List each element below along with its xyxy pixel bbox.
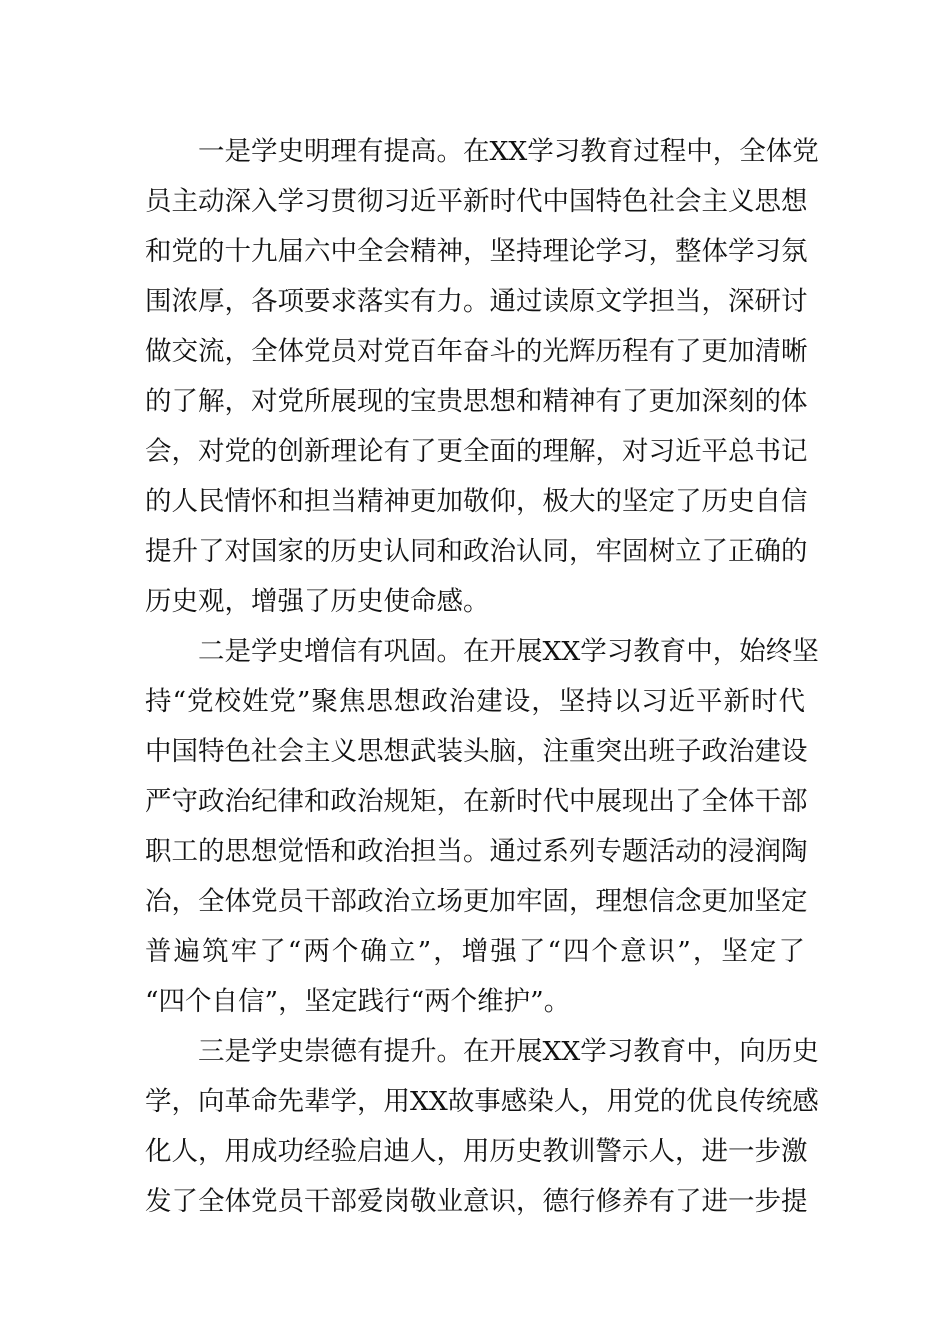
- paragraph-line: 的人民情怀和担当精神更加敬仰，极大的坚定了历史自信: [145, 486, 808, 517]
- paragraph-line: 普遍筑牢了“两个确立”，增强了“四个意识”，坚定了: [145, 936, 805, 967]
- paragraph-line: 一是学史明理有提高。在XX学习教育过程中，全体党: [198, 136, 819, 167]
- document-body: [145, 127, 819, 1227]
- paragraph-line: 发了全体党员干部爱岗敬业意识，德行修养有了进一步提: [145, 1186, 808, 1217]
- paragraph-line: 严守政治纪律和政治规矩，在新时代中展现出了全体干部: [145, 786, 808, 817]
- paragraph-1: [145, 127, 819, 627]
- paragraph-line: 学，向革命先辈学，用XX故事感染人，用党的优良传统感: [145, 1086, 819, 1117]
- paragraph-line: 中国特色社会主义思想武装头脑，注重突出班子政治建设: [145, 736, 808, 767]
- paragraph-line: 的了解，对党所展现的宝贵思想和精神有了更加深刻的体: [145, 386, 808, 417]
- paragraph-line: 冶，全体党员干部政治立场更加牢固，理想信念更加坚定: [145, 886, 808, 917]
- paragraph-line: 围浓厚，各项要求落实有力。通过读原文学担当，深研讨: [145, 286, 808, 317]
- paragraph-3: [145, 1027, 819, 1227]
- paragraph-line: 化人，用成功经验启迪人，用历史教训警示人，进一步激: [145, 1136, 808, 1167]
- paragraph-line: 和党的十九届六中全会精神，坚持理论学习，整体学习氛: [145, 236, 808, 267]
- paragraph-line: 员主动深入学习贯彻习近平新时代中国特色社会主义思想: [145, 186, 808, 217]
- paragraph-line: 历史观，增强了历史使命感。: [145, 586, 490, 617]
- paragraph-line: 做交流，全体党员对党百年奋斗的光辉历程有了更加清晰: [145, 336, 808, 367]
- paragraph-line: 三是学史崇德有提升。在开展XX学习教育中，向历史: [198, 1036, 819, 1067]
- paragraph-line: 二是学史增信有巩固。在开展XX学习教育中，始终坚: [198, 636, 819, 667]
- paragraph-line: “四个自信”，坚定践行“两个维护”。: [145, 986, 571, 1017]
- paragraph-line: 提升了对国家的历史认同和政治认同，牢固树立了正确的: [145, 536, 808, 567]
- paragraph-line: 职工的思想觉悟和政治担当。通过系列专题活动的浸润陶: [145, 836, 808, 867]
- paragraph-line: 持“党校姓党”聚焦思想政治建设，坚持以习近平新时代: [145, 686, 805, 717]
- paragraph-line: 会，对党的创新理论有了更全面的理解，对习近平总书记: [145, 436, 808, 467]
- paragraph-2: [145, 627, 819, 1027]
